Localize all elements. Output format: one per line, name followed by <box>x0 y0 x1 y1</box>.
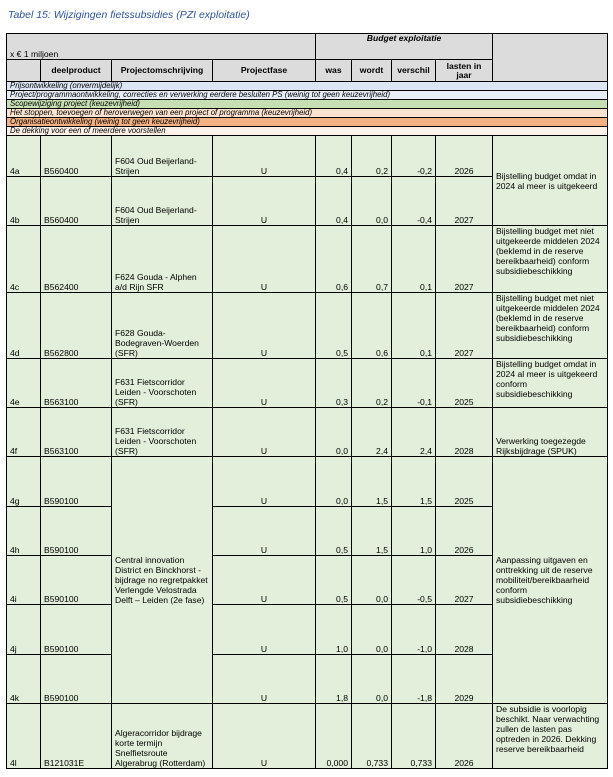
row-project: F624 Gouda - Alphen a/d Rijn SFR <box>112 226 213 293</box>
row-fase: U <box>213 704 316 769</box>
row-nr: 4d <box>7 293 41 359</box>
row-fase: U <box>213 605 316 655</box>
row-wordt: 0,0 <box>352 655 392 704</box>
row-omschrijving: Bijstelling budget met niet uitgekeerde middelen 2024 (beklemd in de reserve bereikbaarheid) conform subsidiebeschikking <box>493 293 608 359</box>
row-fase: U <box>213 359 316 408</box>
row-was: 0,000 <box>316 704 352 769</box>
row-wordt: 0,733 <box>352 704 392 769</box>
row-deelproduct: B560400 <box>41 177 112 226</box>
row-deelproduct: B562800 <box>41 293 112 359</box>
row-fase: U <box>213 655 316 704</box>
row-jaar: 2029 <box>436 655 493 704</box>
row-fase: U <box>213 226 316 293</box>
table-row <box>7 704 608 769</box>
row-nr: 4a <box>7 136 41 177</box>
row-wordt: 0,0 <box>352 556 392 605</box>
col-verschil-header: verschil <box>392 60 436 82</box>
row-was: 0,5 <box>316 556 352 605</box>
row-fase: U <box>213 556 316 605</box>
row-fase: U <box>213 457 316 507</box>
row-deelproduct: B560400 <box>41 136 112 177</box>
row-verschil: -0,4 <box>392 177 436 226</box>
row-verschil: -1,8 <box>392 655 436 704</box>
row-verschil: -0,5 <box>392 556 436 605</box>
row-nr: 4f <box>7 408 41 457</box>
row-deelproduct: B590100 <box>41 457 112 507</box>
row-wordt: 0,0 <box>352 605 392 655</box>
row-nr: 4j <box>7 605 41 655</box>
row-fase: U <box>213 177 316 226</box>
row-project: F604 Oud Beijerland-Strijen <box>112 177 213 226</box>
row-jaar: 2025 <box>436 359 493 408</box>
row-wordt: 0,7 <box>352 226 392 293</box>
col-fase-header: Projectfase <box>213 60 316 82</box>
row-wordt: 2,4 <box>352 408 392 457</box>
col-lasten-header: lasten in jaar <box>436 60 493 82</box>
row-jaar: 2027 <box>436 226 493 293</box>
row-verschil: 1,5 <box>392 457 436 507</box>
row-deelproduct: B563100 <box>41 359 112 408</box>
row-omschrijving: Aanpassing uitgaven en onttrekking uit de reserve mobiliteit/bereikbaarheid conform subsidiebeschikking <box>493 457 608 704</box>
table-row <box>7 136 608 177</box>
table-row <box>7 359 608 408</box>
row-wordt: 0,2 <box>352 136 392 177</box>
row-verschil: -0,1 <box>392 359 436 408</box>
legend-item: Project/programmaontwikkeling, correcties en verwerking eerdere besluiten PS (weinig tot geen keuzevrijheid) <box>7 91 608 100</box>
table-row <box>7 408 608 457</box>
table-caption: Tabel 15: Wijzigingen fietssubsidies (PZI exploitatie) <box>8 9 250 21</box>
row-nr: 4h <box>7 507 41 556</box>
row-fase: U <box>213 507 316 556</box>
budget-header: Budget exploitatie <box>316 34 493 60</box>
row-was: 0,4 <box>316 177 352 226</box>
col-wordt-header: wordt <box>352 60 392 82</box>
row-was: 0,5 <box>316 507 352 556</box>
row-project: F628 Gouda-Bodegraven-Woerden (SFR) <box>112 293 213 359</box>
row-verschil: -0,2 <box>392 136 436 177</box>
row-was: 0,0 <box>316 408 352 457</box>
row-wordt: 0,0 <box>352 177 392 226</box>
row-omschrijving: Bijstelling budget met niet uitgekeerde middelen 2024 (beklemd in de reserve bereikbaarheid) conform subsidiebeschikking <box>493 226 608 293</box>
legend-item: De dekking voor een of meerdere voorstellen <box>7 127 608 136</box>
legend-item: Prijsontwikkeling (onvermijdelijk) <box>7 82 608 91</box>
row-was: 0,3 <box>316 359 352 408</box>
row-nr: 4e <box>7 359 41 408</box>
row-jaar: 2028 <box>436 408 493 457</box>
row-nr: 4i <box>7 556 41 605</box>
row-deelproduct: B590100 <box>41 605 112 655</box>
row-jaar: 2026 <box>436 136 493 177</box>
col-was-header: was <box>316 60 352 82</box>
row-omschrijving: Bijstelling budget omdat in 2024 al meer is uitgekeerd <box>493 136 608 226</box>
col-nr-header <box>7 60 41 82</box>
legend-item: Scopewijziging project (keuzevrijheid) <box>7 100 608 109</box>
row-deelproduct: B562400 <box>41 226 112 293</box>
row-project: Algeracorridor bijdrage korte termijn Snelfietsroute Algerabrug (Rotterdam) <box>112 704 213 769</box>
row-deelproduct: B590100 <box>41 556 112 605</box>
row-jaar: 2027 <box>436 556 493 605</box>
row-nr: 4b <box>7 177 41 226</box>
row-deelproduct: B590100 <box>41 507 112 556</box>
row-was: 0,6 <box>316 226 352 293</box>
legend-item: Organisatieontwikkeling (weinig tot geen keuzevrijheid) <box>7 118 608 127</box>
row-omschrijving: De subsidie is voorlopig beschikt. Naar verwachting zullen de lasten pas optreden in 2026. Dekking reserve bereikbaarheid <box>493 704 608 769</box>
row-was: 0,5 <box>316 293 352 359</box>
row-wordt: 0,6 <box>352 293 392 359</box>
row-project: Central innovation District en Binckhorst - bijdrage no regretpakket Verlengde Velostrada Delft – Leiden (2e fase) <box>112 457 213 704</box>
row-jaar: 2025 <box>436 457 493 507</box>
row-nr: 4l <box>7 704 41 769</box>
row-verschil: 0,1 <box>392 293 436 359</box>
row-fase: U <box>213 408 316 457</box>
row-jaar: 2027 <box>436 177 493 226</box>
subsidy-changes-table <box>6 33 608 769</box>
row-jaar: 2026 <box>436 704 493 769</box>
row-project: F631 Fietscorridor Leiden - Voorschoten (SFR) <box>112 359 213 408</box>
row-was: 0,0 <box>316 457 352 507</box>
row-wordt: 1,5 <box>352 507 392 556</box>
omschrijving-header-top <box>493 34 608 82</box>
row-wordt: 0,2 <box>352 359 392 408</box>
row-fase: U <box>213 293 316 359</box>
row-jaar: 2026 <box>436 507 493 556</box>
col-project-header: Projectomschrijving <box>112 60 213 82</box>
table-row <box>7 293 608 359</box>
row-jaar: 2027 <box>436 293 493 359</box>
row-nr: 4g <box>7 457 41 507</box>
row-nr: 4k <box>7 655 41 704</box>
row-was: 1,8 <box>316 655 352 704</box>
row-verschil: 1,0 <box>392 507 436 556</box>
row-omschrijving: Bijstelling budget omdat in 2024 al meer is uitgekeerd conform subsidiebeschikking <box>493 359 608 408</box>
row-verschil: 2,4 <box>392 408 436 457</box>
table-row <box>7 226 608 293</box>
row-verschil: -1,0 <box>392 605 436 655</box>
unit-label: x € 1 miljoen <box>7 34 316 60</box>
col-deelproduct-header: deelproduct <box>41 60 112 82</box>
row-was: 1,0 <box>316 605 352 655</box>
row-nr: 4c <box>7 226 41 293</box>
row-deelproduct: B563100 <box>41 408 112 457</box>
table-row <box>7 457 608 507</box>
row-verschil: 0,1 <box>392 226 436 293</box>
row-project: F604 Oud Beijerland-Strijen <box>112 136 213 177</box>
legend-item: Het stoppen, toevoegen of heroverwegen van een project of programma (keuzevrijheid) <box>7 109 608 118</box>
row-omschrijving: Verwerking toegezegde Rijksbijdrage (SPUK) <box>493 408 608 457</box>
row-project: F631 Fietscorridor Leiden - Voorschoten (SFR) <box>112 408 213 457</box>
row-deelproduct: B121031E <box>41 704 112 769</box>
row-was: 0,4 <box>316 136 352 177</box>
row-fase: U <box>213 136 316 177</box>
row-verschil: 0,733 <box>392 704 436 769</box>
row-deelproduct: B590100 <box>41 655 112 704</box>
row-wordt: 1,5 <box>352 457 392 507</box>
row-jaar: 2028 <box>436 605 493 655</box>
